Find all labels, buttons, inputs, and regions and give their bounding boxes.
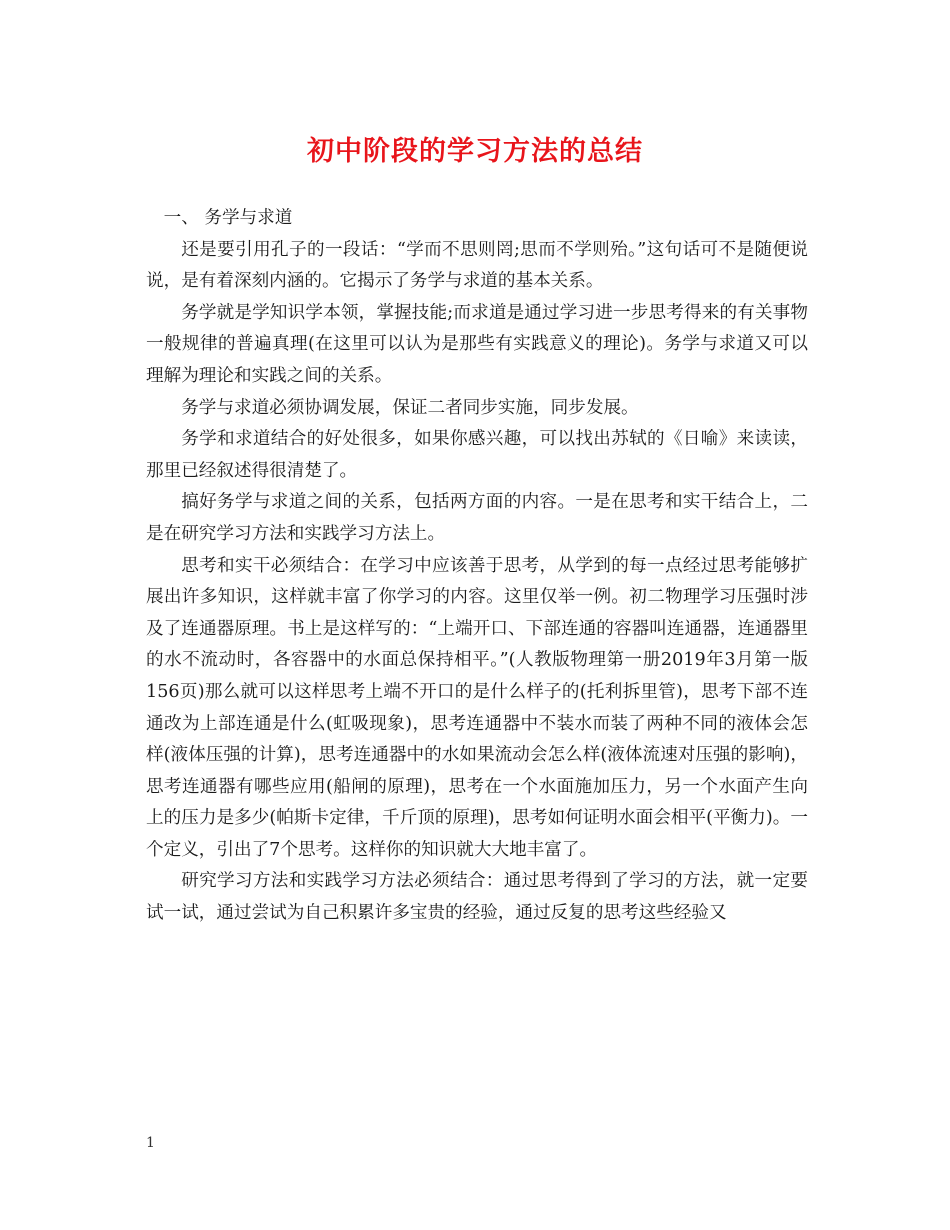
paragraph: 搞好务学与求道之间的关系，包括两方面的内容。一是在思考和实干结合上，二是在研究学习方法和实践学习方法上。 <box>146 492 808 544</box>
paragraph: 还是要引用孔子的一段话：“学而不思则罔;思而不学则殆。”这句话可不是随便说说，是有着深刻内涵的。它揭示了务学与求道的基本关系。 <box>146 239 808 292</box>
section-heading: 一、 务学与求道 <box>163 208 293 228</box>
paragraph: 思考和实干必须结合：在学习中应该善于思考，从学到的每一点经过思考能够扩展出许多知识，这样就丰富了你学习的内容。这里仅举一例。初二物理学习压强时涉及了连通器原理。书上是这样写的：“上端开口、下部连通的容器叫连通器，连通器里的水不流动时，各容器中的水面总保持相平。”(人教版物理第一册2019年3月第一版156页)那么就可以这样思考上端不开口的是什么样子的(托利拆里管)，思考下部不连通改为上部连通是什么(虹吸现象)，思考连通器中不装水而装了两种不同的液体会怎样(液体压强的计算)，思考连通器中的水如果流动会怎么样(液体流速对压强的影响)，思考连通器有哪些应用(船闸的原理)，思考在一个水面施加压力，另一个水面产生向上的压力是多少(帕斯卡定律，千斤顶的原理)，思考如何证明水面会相平(平衡力)。一个定义，引出了7个思考。这样你的知识就大大地丰富了。 <box>146 555 808 860</box>
paragraph: 务学就是学知识学本领，掌握技能;而求道是通过学习进一步思考得来的有关事物一般规律的普遍真理(在这里可以认为是那些有实践意义的理论)。务学与求道又可以理解为理论和实践之间的关系。 <box>146 302 808 386</box>
document-body <box>146 203 808 930</box>
paragraph: 务学和求道结合的好处很多，如果你感兴趣，可以找出苏轼的《日喻》来读读，那里已经叙述得很清楚了。 <box>146 429 808 481</box>
paragraph: 研究学习方法和实践学习方法必须结合：通过思考得到了学习的方法，就一定要试一试，通过尝试为自己积累许多宝贵的经验，通过反复的思考这些经验又 <box>146 871 808 924</box>
page-number: 1 <box>146 1135 155 1151</box>
document-title: 初中阶段的学习方法的总结 <box>307 136 643 167</box>
paragraph: 务学与求道必须协调发展，保证二者同步实施，同步发展。 <box>181 397 639 418</box>
